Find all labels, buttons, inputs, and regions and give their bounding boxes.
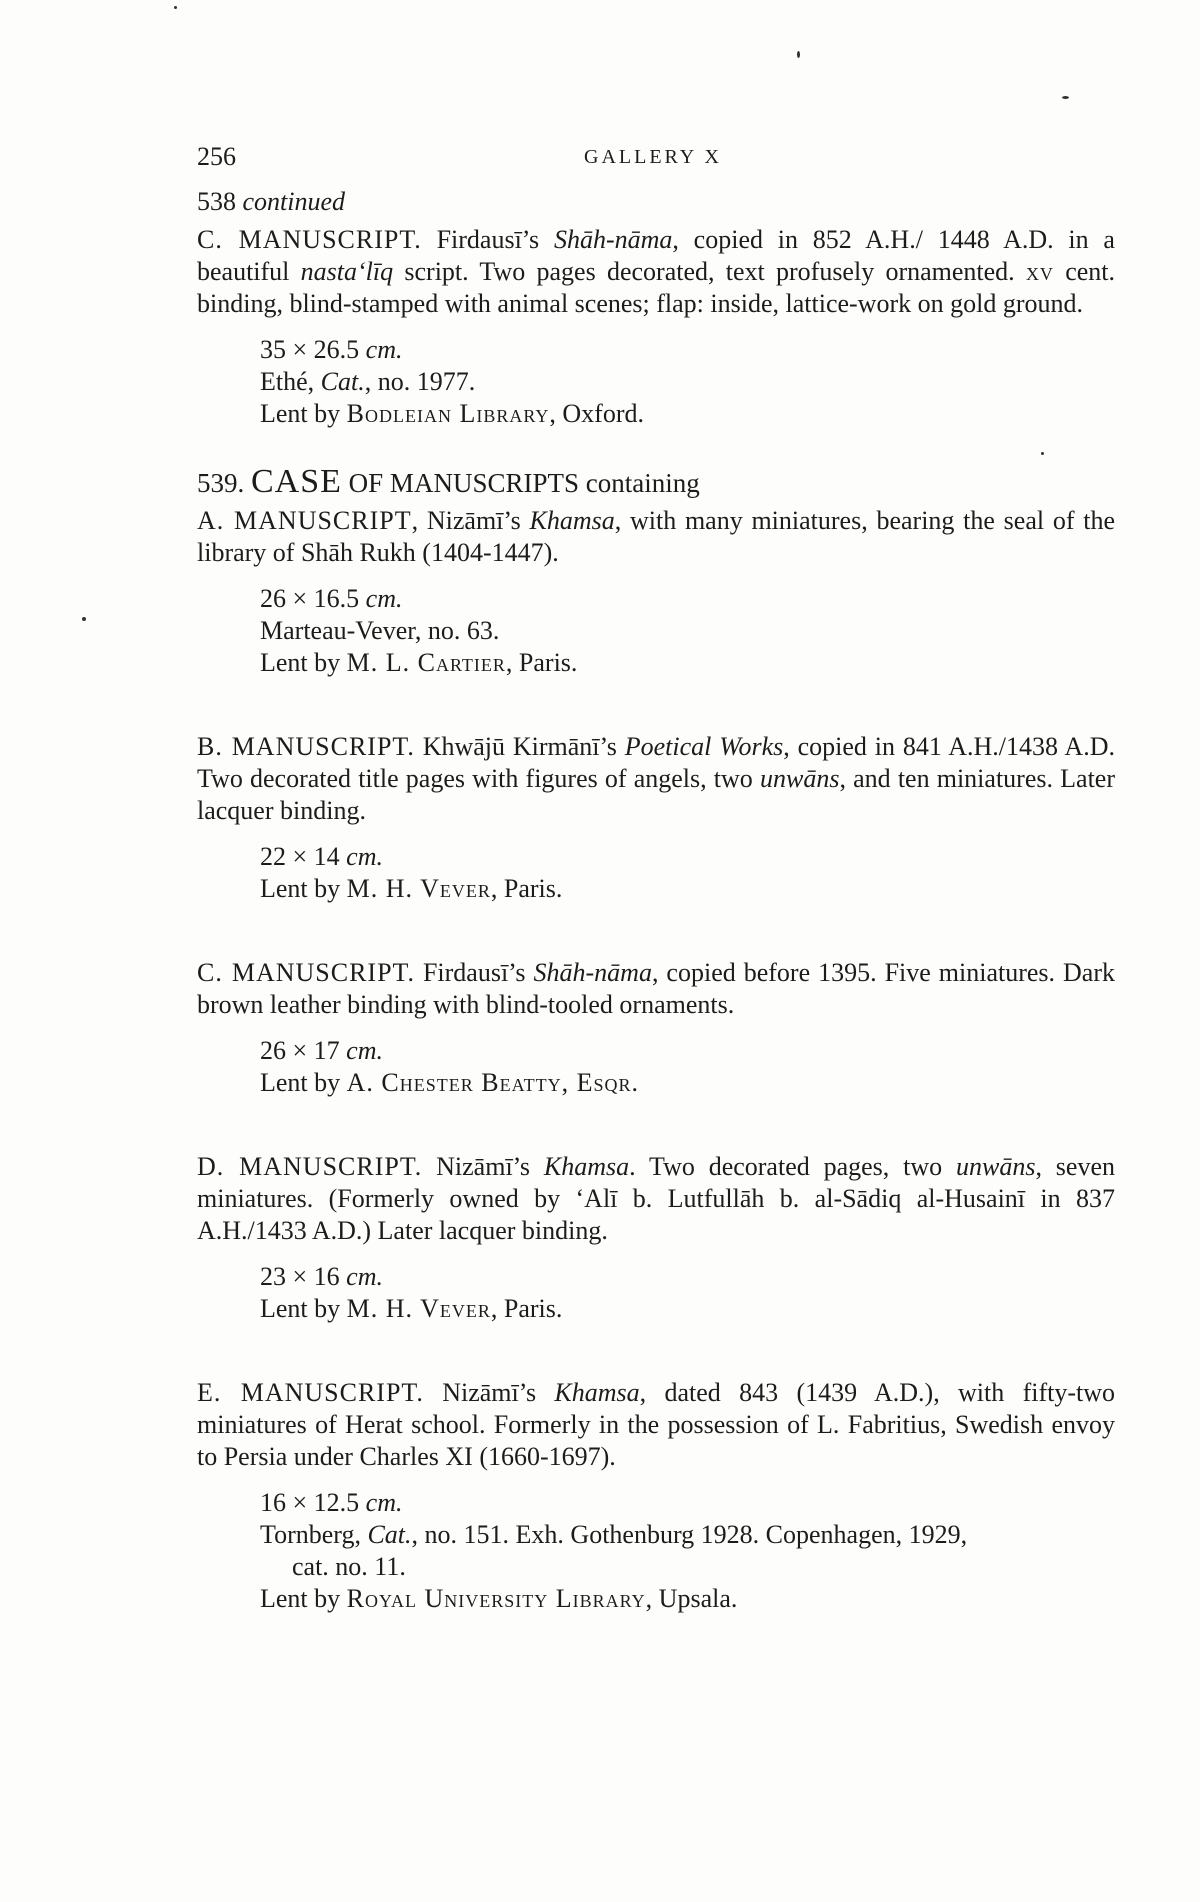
entry-label: B. MANUSCRIPT. <box>197 732 415 761</box>
dimensions: 16 × 12.5 cm. <box>260 1488 403 1517</box>
ink-speck <box>797 51 800 58</box>
lender: Royal University Library <box>346 1584 646 1613</box>
lender-line: Lent by M. L. Cartier, Paris. <box>260 648 578 677</box>
entry-description: E. MANUSCRIPT. Nizāmī’s Khamsa, dated 843 (1439 A.D.), with fifty-two miniatures of Herat school. Formerly in the possession of L. Fabritius, Swedish envoy to Persia under Charles XI (1660-1697). <box>197 1378 1115 1471</box>
entry-539-c <box>197 957 1115 1099</box>
lender-line: Lent by M. H. Vever, Paris. <box>260 874 563 903</box>
dimensions: 23 × 16 cm. <box>260 1262 383 1291</box>
ink-speck <box>174 6 177 9</box>
entry-description: B. MANUSCRIPT. Khwājū Kirmānī’s Poetical Works, copied in 841 A.H./1438 A.D. Two decorated title pages with figures of angels, two unwāns, and ten miniatures. Later lacquer binding. <box>197 732 1115 825</box>
lender-line: Lent by Bodleian Library, Oxford. <box>260 399 644 428</box>
lender: M. L. Cartier <box>346 648 506 677</box>
lender: M. H. Vever <box>346 874 491 903</box>
entry-label: C. MANUSCRIPT. <box>197 958 415 987</box>
entry-539-e <box>197 1377 1115 1615</box>
lender: A. Chester Beatty, Esqr. <box>346 1068 640 1097</box>
ink-speck <box>82 617 86 621</box>
entry-539-a <box>197 505 1115 679</box>
case-heading: 539. CASE OF MANUSCRIPTS containing <box>197 463 700 500</box>
lender: Bodleian Library <box>346 399 550 428</box>
entry-label: A. MANUSCRIPT <box>197 506 412 535</box>
page-number: 256 <box>197 142 236 171</box>
entry-description: D. MANUSCRIPT. Nizāmī’s Khamsa. Two decorated pages, two unwāns, seven miniatures. (Formerly owned by ‘Alī b. Lutfullāh b. al-Sādiq al-Husainī in 837 A.H./1433 A.D.) Later lacquer binding. <box>197 1152 1116 1245</box>
entry-539-b <box>197 731 1115 905</box>
entry-538-c <box>197 224 1115 430</box>
entry-label: D. MANUSCRIPT. <box>197 1152 423 1181</box>
entry-label: E. MANUSCRIPT. <box>197 1378 424 1407</box>
lender-line: Lent by M. H. Vever, Paris. <box>260 1294 563 1323</box>
entry-label: C. MANUSCRIPT. <box>197 225 422 254</box>
page-body <box>197 186 1115 1615</box>
lender-line: Lent by A. Chester Beatty, Esqr. <box>260 1068 640 1097</box>
entry-description: C. MANUSCRIPT. Firdausī’s Shāh-nāma, copied before 1395. Five miniatures. Dark brown leather binding with blind-tooled ornaments. <box>197 958 1115 1019</box>
reference: Tornberg, Cat., no. 151. Exh. Gothenburg 1928. Copenhagen, 1929, <box>260 1520 968 1549</box>
entry-description: C. MANUSCRIPT. Firdausī’s Shāh-nāma, copied in 852 A.H./ 1448 A.D. in a beautiful nastaʻlīq script. Two pages decorated, text profusely ornamented. xv cent. binding, blind-stamped with animal scenes; flap: inside, lattice-work on gold ground. <box>197 225 1115 318</box>
dimensions: 35 × 26.5 cm. <box>260 335 403 364</box>
dimensions: 26 × 16.5 cm. <box>260 584 403 613</box>
dimensions: 26 × 17 cm. <box>260 1036 383 1065</box>
dimensions: 22 × 14 cm. <box>260 842 383 871</box>
reference-continued: cat. no. 11. <box>292 1552 406 1581</box>
reference: Marteau-Vever, no. 63. <box>260 616 500 645</box>
ink-speck <box>1062 96 1069 99</box>
running-head: GALLERY X <box>584 146 722 168</box>
page-header <box>0 142 1200 172</box>
entry-description: A. MANUSCRIPT, Nizāmī’s Khamsa, with many miniatures, bearing the seal of the library of Shāh Rukh (1404-1447). <box>197 506 1115 567</box>
entry-539-d <box>197 1151 1115 1325</box>
lender: M. H. Vever <box>346 1294 491 1323</box>
reference: Ethé, Cat., no. 1977. <box>260 367 476 396</box>
lender-line: Lent by Royal University Library, Upsala. <box>260 1584 738 1613</box>
continued-heading: 538 continued <box>197 187 346 216</box>
